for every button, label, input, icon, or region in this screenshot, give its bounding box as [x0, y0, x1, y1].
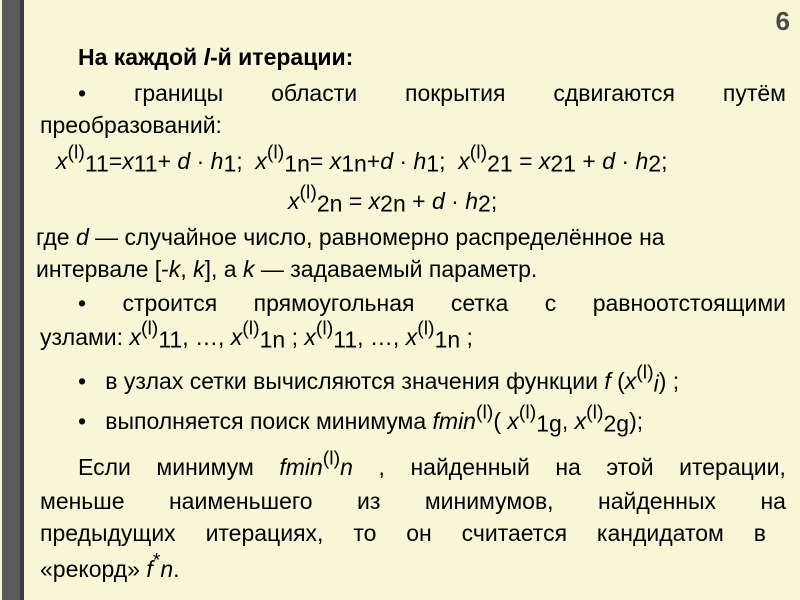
- bullet-2-line-2: узлами: $x^{(l)}11$, …, $x^{(l)}1n$ ; $x^{(l)}11$, …, $x^{(l)}1n$ ;: [40, 317, 473, 353]
- page-number: 6: [775, 6, 790, 36]
- where-line-1: где d — случайное число, равномерно распределённое на: [36, 224, 665, 250]
- slide-heading: На каждой l-й итерации:: [78, 44, 354, 70]
- formula-line-1: $x^{(l)}11=x11+ d \cdot h1$; $x^{(l)}1n= x1n+d \cdot h1$; $x^{(l)}21 = x21 + d \cdot h2$;: [56, 141, 668, 177]
- bullet-1-line-1: • границы области покрытия сдвигаются путём: [78, 80, 786, 106]
- bullet-3: • в узлах сетки вычисляются значения функции f $(x^{(l)}i)$ ;: [78, 361, 680, 397]
- fmin-expression: fmin$^{(l)}$n: [279, 447, 353, 480]
- conclusion-line-1: Если минимум fmin$^{(l)}$n , найденный на этой итерации,: [78, 447, 786, 480]
- conclusion-line-2: меньше наименьшего из минимумов, найденных на: [40, 488, 786, 514]
- bullet-1-line-2: преобразований:: [40, 112, 222, 138]
- conclusion-line-3: предыдущих итерациях, то он считается кандидатом в: [40, 520, 766, 546]
- bullet-4: • выполняется поиск минимума fmin$^{(l)}$( $x^{(l)}1g$, $x^{(l)}2g$);: [78, 401, 644, 437]
- where-line-2: интервале [-k, k], а k — задаваемый параметр.: [36, 256, 538, 282]
- bullet-2-line-1: • строится прямоугольная сетка с равноотстоящими: [78, 290, 786, 316]
- spiral-binding: [0, 0, 30, 600]
- formula-line-2: $x^{(l)}2n = x2n + d \cdot h2$;: [288, 181, 498, 217]
- conclusion-line-4: «рекорд» f*n.: [40, 549, 180, 582]
